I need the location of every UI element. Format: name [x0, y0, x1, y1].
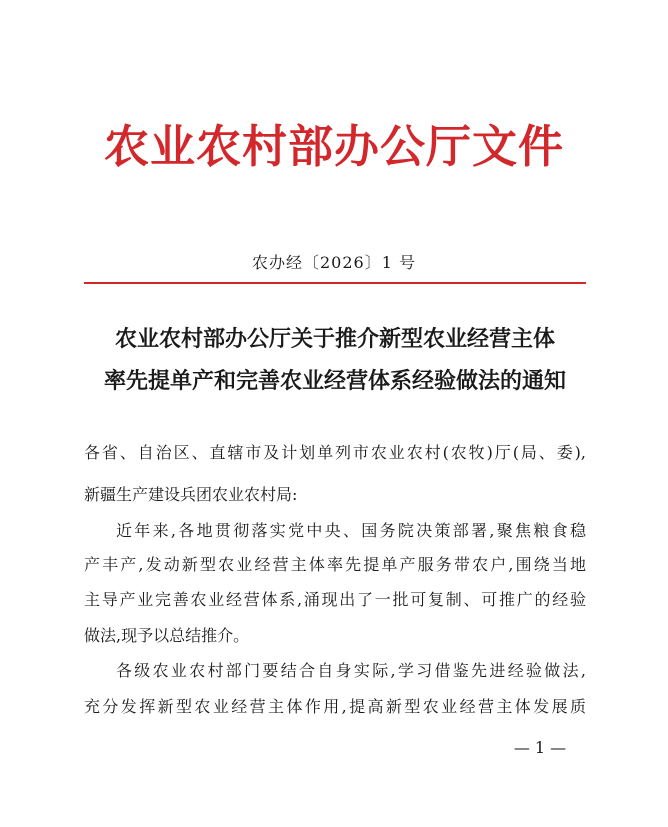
- paragraph1-line-2: 产丰产,发动新型农业经营主体率先提单产服务带农户,围绕当地: [84, 555, 586, 574]
- recipients-line-2: 新疆生产建设兵团农业农村局:: [84, 485, 298, 504]
- paragraph1-line-4: 做法,现予以总结推介。: [84, 626, 250, 645]
- document-number: 农办经〔2026〕1 号: [252, 253, 416, 272]
- paragraph2-line-2: 充分发挥新型农业经营主体作用,提高新型农业经营主体发展质: [84, 697, 586, 716]
- office-title: 农业农村部办公厅文件: [103, 120, 564, 173]
- title-line-2: 率先提单产和完善农业经营体系经验做法的通知: [103, 368, 566, 394]
- paragraph1-line-3: 主导产业完善农业经营体系,涌现出了一批可复制、可推广的经验: [84, 590, 586, 609]
- title-line-1: 农业农村部办公厅关于推介新型农业经营主体: [114, 326, 555, 352]
- recipients-line-1: 各省、自治区、直辖市及计划单列市农业农村(农牧)厅(局、委),: [84, 443, 586, 462]
- paragraph1-line-1: 近年来,各地贯彻落实党中央、国务院决策部署,聚焦粮食稳: [116, 521, 586, 540]
- paragraph2-line-1: 各级农业农村部门要结合自身实际,学习借鉴先进经验做法,: [116, 661, 586, 680]
- red-divider: [84, 282, 586, 284]
- page-number: — 1 —: [513, 738, 567, 757]
